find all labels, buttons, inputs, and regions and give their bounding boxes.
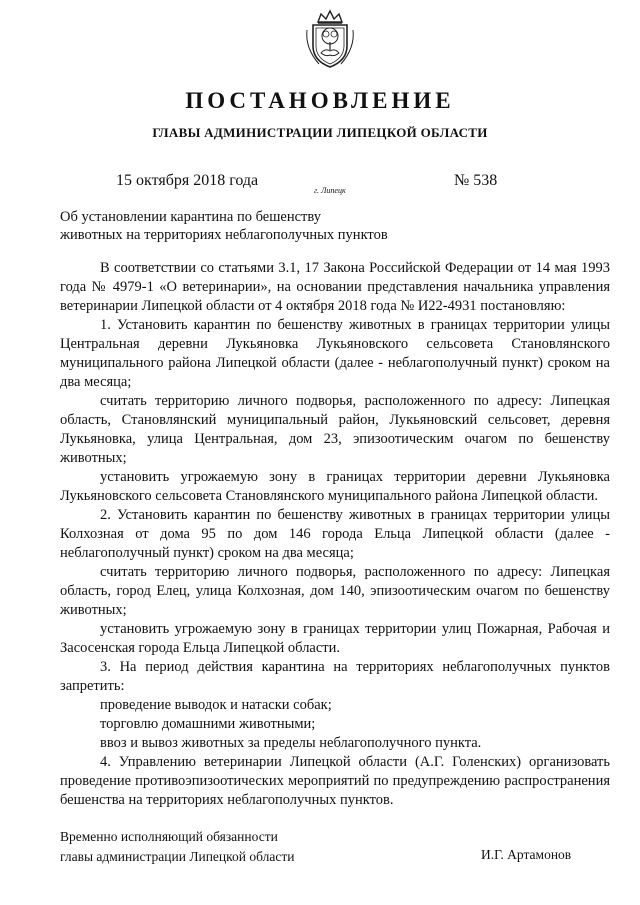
heading-line: Об установлении карантина по бешенству bbox=[60, 209, 321, 225]
paragraph: установить угрожаемую зону в границах территории улиц Пожарная, Рабочая и Засосенская города Ельца Липецкой области. bbox=[60, 621, 610, 656]
paragraph: ввоз и вывоз животных за пределы неблагополучного пункта. bbox=[100, 735, 482, 751]
paragraph: проведение выводок и натаски собак; bbox=[100, 697, 332, 713]
paragraph: В соответствии со статьями 3.1, 17 Закона Российской Федерации от 14 мая 1993 года № 4979-1 «О ветеринарии», на основании представления начальника управления ветеринарии Липецкой области от 4 октября 2018 года № И22-4931 постановляю: bbox=[60, 260, 610, 314]
document-number: № 538 bbox=[454, 172, 498, 189]
paragraph: установить угрожаемую зону в границах территории деревни Лукьяновка Лукьяновского сельсовета Становлянского муниципального района Липецкой области. bbox=[60, 469, 610, 504]
document-subtitle: ГЛАВЫ АДМИНИСТРАЦИИ ЛИПЕЦКОЙ ОБЛАСТИ bbox=[152, 125, 488, 140]
document-city: г. Липецк bbox=[314, 186, 346, 195]
signer-position-line: главы администрации Липецкой области bbox=[60, 849, 295, 864]
paragraph: считать территорию личного подворья, расположенного по адресу: Липецкая область, город Елец, улица Колхозная, дом 140, эпизоотическим очагом по бешенству животных; bbox=[60, 564, 610, 618]
signer-position bbox=[60, 827, 295, 867]
document-body bbox=[60, 259, 610, 810]
paragraph: 3. На период действия карантина на территориях неблагополучных пунктов запретить: bbox=[60, 659, 610, 694]
heading-line: животных на территориях неблагополучных пунктов bbox=[60, 227, 388, 243]
paragraph: 4. Управлению ветеринарии Липецкой области (А.Г. Голенских) организовать проведение противоэпизоотических мероприятий по предупреждению распространения бешенства на территориях неблагополучных пунктов. bbox=[60, 754, 610, 808]
paragraph: 1. Установить карантин по бешенству животных в границах территории улицы Центральная деревни Лукьяновка Лукьяновского сельсовета Становлянского муниципального района Липецкой области (далее - неблагополучный пункт) сроком на два месяца; bbox=[60, 317, 610, 390]
document-date: 15 октября 2018 года bbox=[116, 172, 259, 189]
paragraph: 2. Установить карантин по бешенству животных в границах территории улицы Колхозная от дома 95 по дом 146 города Ельца Липецкой области (далее - неблагополучный пункт) сроком на два месяца; bbox=[60, 507, 610, 561]
document-title: ПОСТАНОВЛЕНИЕ bbox=[185, 88, 455, 113]
paragraph: торговлю домашними животными; bbox=[100, 716, 316, 732]
coat-of-arms-icon bbox=[301, 8, 359, 70]
document-heading bbox=[60, 208, 440, 244]
signer-name: И.Г. Артамонов bbox=[481, 847, 572, 862]
signer-position-line: Временно исполняющий обязанности bbox=[60, 829, 278, 844]
paragraph: считать территорию личного подворья, расположенного по адресу: Липецкая область, Становлянский муниципальный район, Лукьяновский сельсовет, деревня Лукьяновка, улица Центральная, дом 23, эпизоотическим очагом по бешенству животных; bbox=[60, 393, 610, 466]
